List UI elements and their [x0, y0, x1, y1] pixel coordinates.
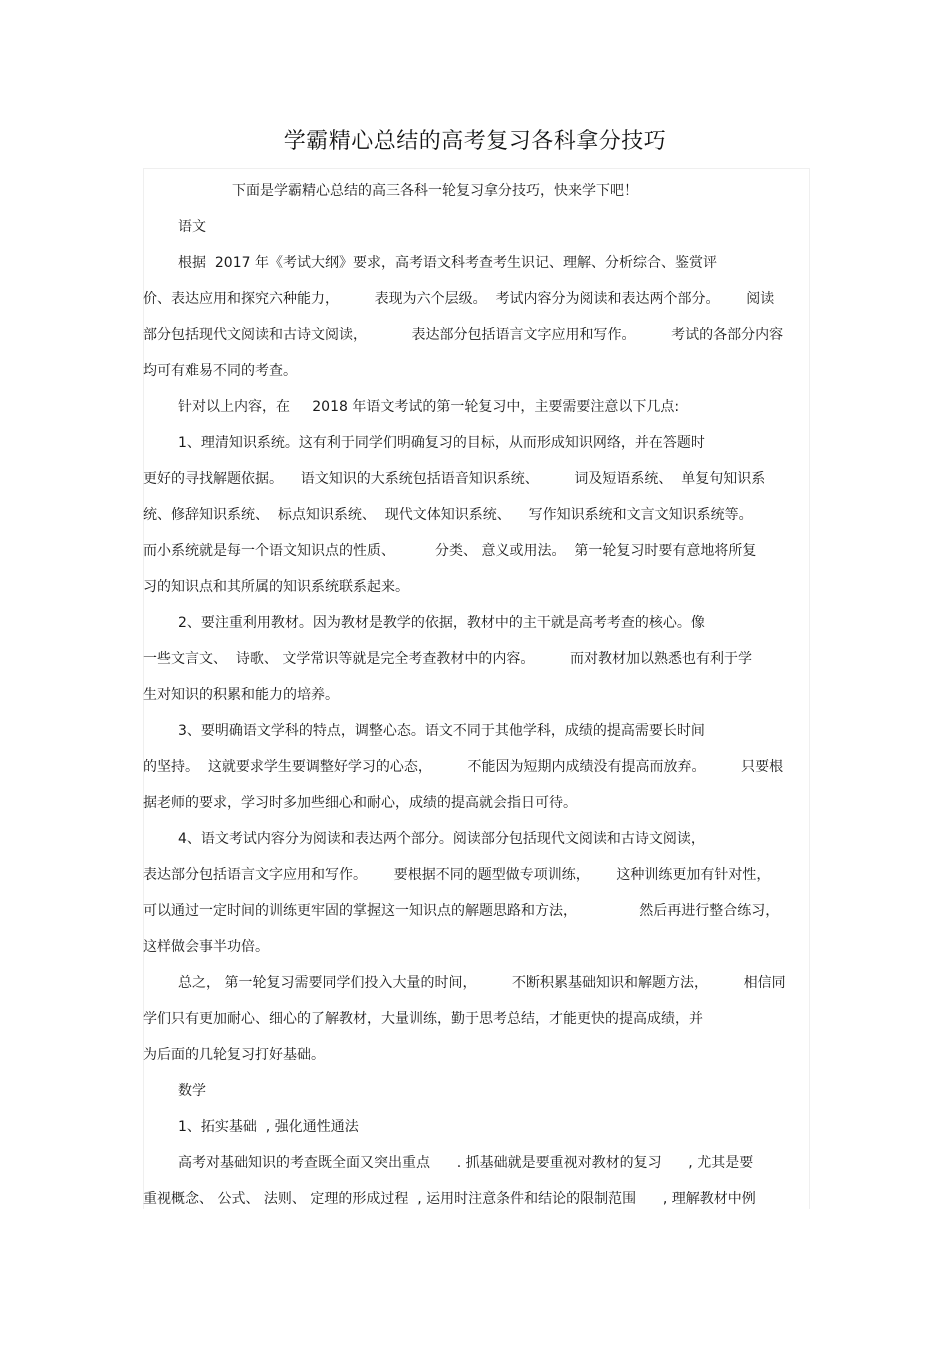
- body-line: 重视概念、 公式、 法则、 定理的形成过程 , 运用时注意条件和结论的限制范围 , 理解教材中例: [143, 1191, 756, 1207]
- body-line: 习的知识点和其所属的知识系统联系起来。: [143, 579, 409, 595]
- body-line: 针对以上内容，在 2018 年语文考试的第一轮复习中，主要需要注意以下几点:: [178, 399, 680, 415]
- body-line: 4、语文考试内容分为阅读和表达两个部分。阅读部分包括现代文阅读和古诗文阅读，: [178, 831, 705, 847]
- body-line: 为后面的几轮复习打好基础。: [143, 1047, 325, 1063]
- body-line: 统、修辞知识系统、 标点知识系统、 现代文体知识系统、 写作知识系统和文言文知识系统等。: [143, 507, 753, 523]
- body-line: 高考对基础知识的考查既全面又突出重点 . 抓基础就是要重视对教材的复习 , 尤其是要: [178, 1155, 754, 1171]
- body-line: 一些文言文、 诗歌、 文学常识等就是完全考查教材中的内容。 而对教材加以熟悉也有利于学: [143, 651, 752, 667]
- body-line: 均可有难易不同的考查。: [143, 363, 297, 379]
- body-line: 表达部分包括语言文字应用和写作。 要根据不同的题型做专项训练， 这种训练更加有针对性，: [143, 867, 771, 883]
- intro-line: 下面是学霸精心总结的高三各科一轮复习拿分技巧，快来学下吧！: [232, 183, 638, 199]
- body-line: 这样做会事半功倍。: [143, 939, 269, 955]
- body-line: 的坚持。 这就要求学生要调整好学习的心态， 不能因为短期内成绩没有提高而放弃。 只要根: [143, 759, 784, 775]
- document-title: 学霸精心总结的高考复习各科拿分技巧: [283, 129, 667, 154]
- body-line: 更好的寻找解题依据。 语文知识的大系统包括语音知识系统、 词及短语系统、 单复句知识系: [143, 471, 766, 487]
- body-line: 1、拓实基础 , 强化通性通法: [178, 1119, 359, 1135]
- body-line: 1、理清知识系统。这有利于同学们明确复习的目标，从而形成知识网络，并在答题时: [178, 435, 705, 451]
- body-line: 价、表达应用和探究六种能力， 表现为六个层级。 考试内容分为阅读和表达两个部分。 阅读: [143, 291, 775, 307]
- body-line: 总之， 第一轮复习需要同学们投入大量的时间， 不断积累基础知识和解题方法， 相信同: [178, 975, 786, 991]
- body-line: 2、要注重利用教材。因为教材是教学的依据，教材中的主干就是高考考查的核心。像: [178, 615, 705, 631]
- body-line: 生对知识的积累和能力的培养。: [143, 687, 339, 703]
- body-line: 学们只有更加耐心、细心的了解教材，大量训练，勤于思考总结，才能更快的提高成绩，并: [143, 1011, 703, 1027]
- body-line: 根据 2017 年《考试大纲》要求，高考语文科考查考生识记、理解、分析综合、鉴赏评: [178, 255, 717, 271]
- body-line: 部分包括现代文阅读和古诗文阅读， 表达部分包括语言文字应用和写作。 考试的各部分内容: [143, 327, 784, 343]
- body-line: 而小系统就是每一个语文知识点的性质、 分类、 意义或用法。 第一轮复习时要有意地将所复: [143, 543, 757, 559]
- body-line: 可以通过一定时间的训练更牢固的掌握这一知识点的解题思路和方法， 然后再进行整合练习，: [143, 903, 780, 919]
- section-heading-chinese: 语文: [178, 219, 206, 235]
- body-line: 3、要明确语文学科的特点，调整心态。语文不同于其他学科，成绩的提高需要长时间: [178, 723, 705, 739]
- section-heading-math: 数学: [178, 1083, 206, 1099]
- body-line: 据老师的要求，学习时多加些细心和耐心，成绩的提高就会指日可待。: [143, 795, 577, 811]
